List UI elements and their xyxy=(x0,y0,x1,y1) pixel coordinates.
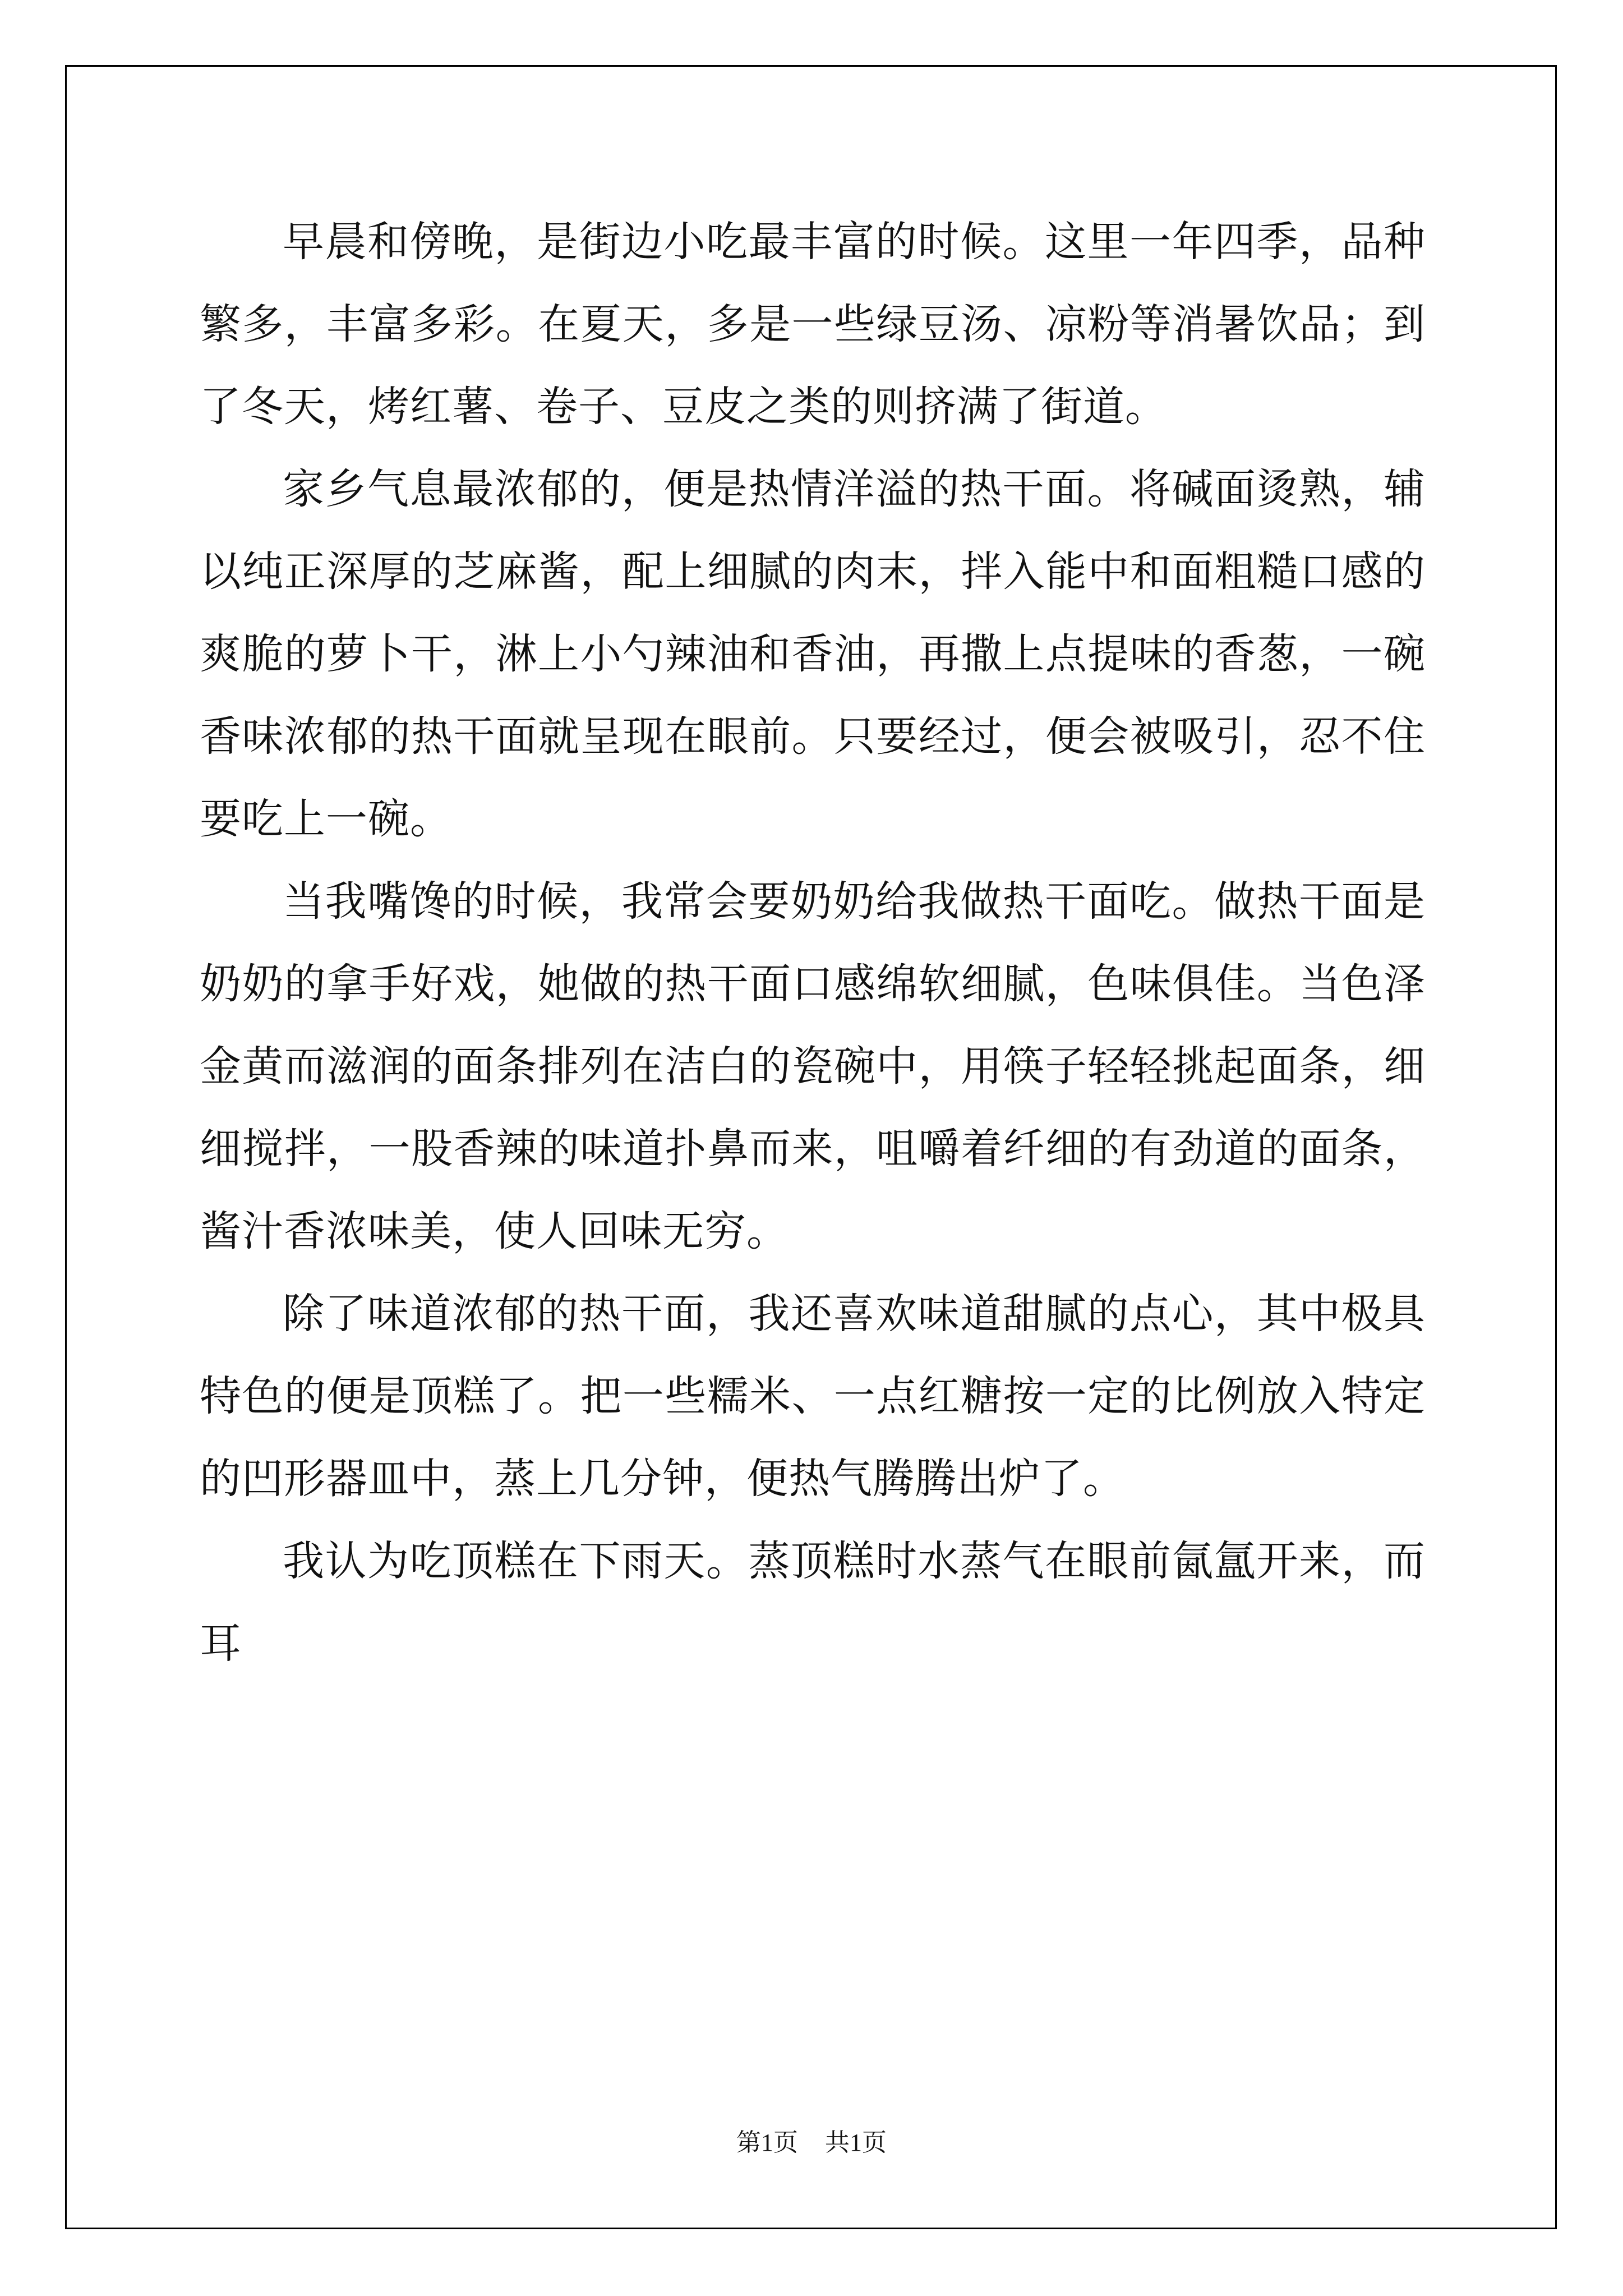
paragraph-5: 我认为吃顶糕在下雨天。蒸顶糕时水蒸气在眼前氤氲开来，而耳 xyxy=(200,1537,1426,1668)
paragraph-2: 家乡气息最浓郁的，便是热情洋溢的热干面。将碱面烫熟，辅以纯正深厚的芝麻酱，配上细腻的肉末，拌入能中和面粗糙口感的爽脆的萝卜干，淋上小勺辣油和香油，再撒上点提味的香葱，一碗香味浓郁的热干面就呈现在眼前。只要经过，便会被吸引，忍不住要吃上一碗。 xyxy=(200,465,1426,843)
page-footer xyxy=(0,2126,1623,2160)
paragraph-3: 当我嘴馋的时候，我常会要奶奶给我做热干面吃。做热干面是奶奶的拿手好戏，她做的热干面口感绵软细腻，色味俱佳。当色泽金黄而滋润的面条排列在洁白的瓷碗中，用筷子轻轻挑起面条，细细搅拌，一股香辣的味道扑鼻而来，咀嚼着纤细的有劲道的面条，酱汁香浓味美，使人回味无穷。 xyxy=(200,877,1426,1255)
page-number: 第1页 xyxy=(736,2129,798,2156)
document-body xyxy=(200,201,1426,1685)
paragraph-4: 除了味道浓郁的热干面，我还喜欢味道甜腻的点心，其中极具特色的便是顶糕了。把一些糯米、一点红糖按一定的比例放入特定的凹形器皿中，蒸上几分钟，便热气腾腾出炉了。 xyxy=(200,1290,1426,1503)
page-total: 共1页 xyxy=(825,2129,887,2156)
paragraph-1: 早晨和傍晚，是街边小吃最丰富的时候。这里一年四季，品种繁多，丰富多彩。在夏天，多是一些绿豆汤、凉粉等消暑饮品；到了冬天，烤红薯、卷子、豆皮之类的则挤满了街道。 xyxy=(200,218,1426,431)
